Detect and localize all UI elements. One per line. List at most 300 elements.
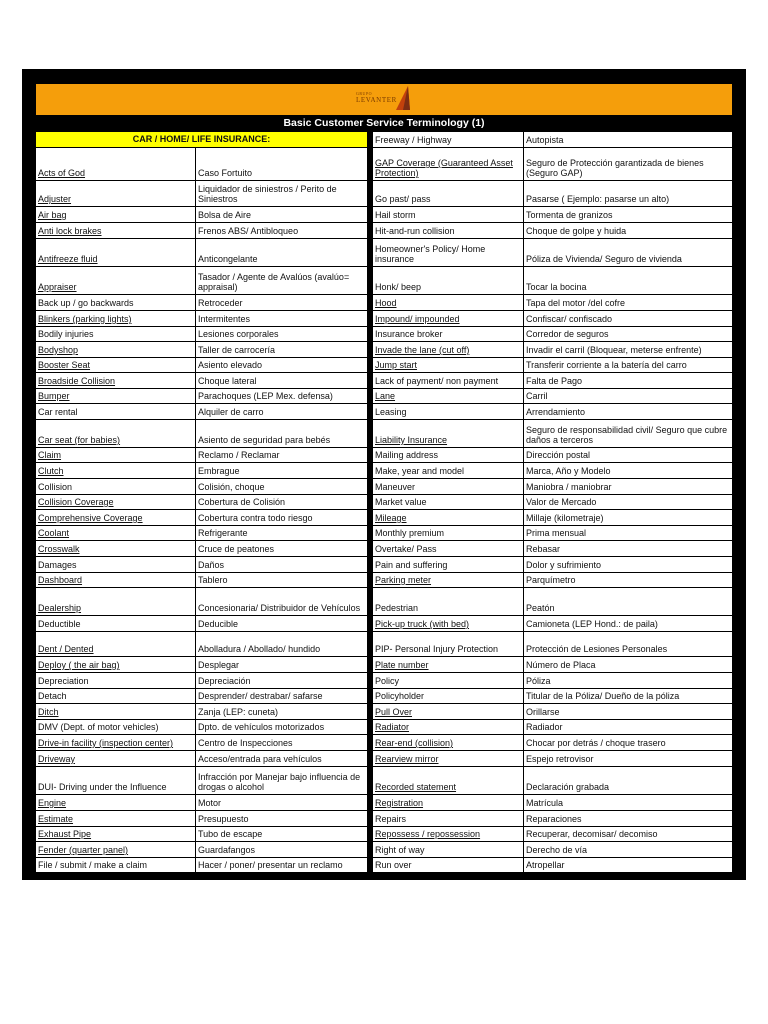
term-spanish: Prima mensual	[526, 528, 587, 538]
table-row	[36, 420, 367, 448]
term-spanish: Centro de Inspecciones	[198, 738, 293, 748]
term-english-text: Ditch	[38, 707, 59, 717]
term-english-text: Hail storm	[375, 210, 416, 220]
table-row	[373, 495, 732, 510]
table-row	[373, 358, 732, 373]
term-english	[373, 573, 524, 587]
term-english-text: Plate number	[375, 660, 429, 670]
term-english	[36, 541, 196, 556]
table-row	[36, 827, 367, 842]
term-spanish: Declaración grabada	[526, 782, 610, 792]
term-english-text: Overtake/ Pass	[375, 544, 437, 554]
table-row	[373, 720, 732, 735]
term-spanish: Maniobra / maniobrar	[526, 482, 612, 492]
term-spanish: Rebasar	[526, 544, 561, 554]
table-row	[36, 720, 367, 735]
term-english-text: Deductible	[38, 619, 81, 629]
term-english	[36, 657, 196, 672]
term-english	[373, 827, 524, 841]
term-english	[373, 181, 524, 206]
term-english	[36, 327, 196, 341]
term-spanish: Pasarse ( Ejemplo: pasarse un alto)	[526, 194, 670, 204]
table-row	[36, 632, 367, 657]
table-row	[373, 811, 732, 827]
table-row	[36, 239, 367, 267]
term-english	[373, 311, 524, 326]
term-english	[36, 767, 196, 794]
term-english	[373, 295, 524, 310]
table-row	[36, 148, 367, 181]
term-english	[36, 267, 196, 294]
table-row	[373, 588, 732, 616]
term-spanish: Falta de Pago	[526, 376, 583, 386]
term-english-text: Air bag	[38, 210, 67, 220]
term-english-text: Hood	[375, 298, 397, 308]
table-row	[36, 448, 367, 463]
term-spanish: Liquidador de siniestros / Perito de Siniestros	[198, 184, 337, 204]
term-spanish: Camioneta (LEP Hond.: de paila)	[526, 619, 658, 629]
term-spanish: Seguro de responsabilidad civil/ Seguro que cubre daños a terceros	[526, 425, 728, 445]
term-english-text: Collision Coverage	[38, 497, 114, 507]
term-spanish: Refrigerante	[198, 528, 248, 538]
table-row	[36, 704, 367, 720]
term-english-text: Invade the lane (cut off)	[375, 345, 470, 355]
term-english	[373, 463, 524, 478]
term-english-text: Lack of payment/ non payment	[375, 376, 499, 386]
term-english-text: Estimate	[38, 814, 74, 824]
term-english-text: Damages	[38, 560, 77, 570]
table-row	[36, 767, 367, 795]
term-spanish: Titular de la Póliza/ Dueño de la póliza	[526, 691, 680, 701]
term-spanish: Hacer / poner/ presentar un reclamo	[198, 860, 343, 870]
term-english-text: Run over	[375, 860, 412, 870]
term-english	[36, 588, 196, 615]
term-spanish: Recuperar, decomisar/ decomiso	[526, 829, 658, 839]
table-row	[36, 751, 367, 767]
table-row	[373, 657, 732, 673]
table-row	[373, 751, 732, 767]
table-row	[373, 526, 732, 541]
term-english	[373, 858, 524, 872]
term-english	[36, 207, 196, 222]
table-row	[373, 295, 732, 311]
term-english-text: Adjuster	[38, 194, 72, 204]
term-english-text: Appraiser	[38, 282, 77, 292]
term-english-text: File / submit / make a claim	[38, 860, 148, 870]
term-english-text: Dent / Dented	[38, 644, 94, 654]
table-row	[36, 573, 367, 588]
term-spanish: Corredor de seguros	[526, 329, 609, 339]
term-english	[373, 811, 524, 826]
term-english-text: Back up / go backwards	[38, 298, 134, 308]
term-english-text: Pedestrian	[375, 603, 419, 613]
term-spanish: Seguro de Protección garantizada de bienes (Seguro GAP)	[526, 158, 704, 178]
term-english	[36, 858, 196, 872]
term-english-text: Make, year and model	[375, 466, 465, 476]
term-english	[36, 373, 196, 388]
left-terms-table	[36, 148, 367, 873]
term-english	[373, 389, 524, 403]
right-terms-table	[373, 132, 732, 873]
term-spanish: Parachoques (LEP Mex. defensa)	[198, 391, 333, 401]
term-spanish: Cruce de peatones	[198, 544, 275, 554]
term-spanish: Parquímetro	[526, 575, 576, 585]
term-english-text: Pull Over	[375, 707, 413, 717]
term-english-text: Registration	[375, 798, 424, 808]
term-english	[36, 557, 196, 572]
term-english-text: Hit-and-run collision	[375, 226, 455, 236]
term-english	[373, 495, 524, 509]
table-row	[36, 811, 367, 827]
table-row	[373, 132, 732, 148]
term-english	[373, 588, 524, 615]
term-spanish: Dpto. de vehículos motorizados	[198, 722, 325, 732]
term-english-text: Car rental	[38, 407, 78, 417]
term-english	[36, 495, 196, 509]
term-spanish: Valor de Mercado	[526, 497, 597, 507]
table-row	[373, 541, 732, 557]
sail-icon	[394, 85, 412, 112]
table-row	[36, 795, 367, 811]
table-row	[36, 495, 367, 510]
term-english	[373, 207, 524, 222]
term-spanish: Anticongelante	[198, 254, 258, 264]
term-english-text: PIP- Personal Injury Protection	[375, 644, 499, 654]
term-english-text: Dashboard	[38, 575, 83, 585]
term-english-text: Homeowner's Policy/ Home insurance	[375, 244, 486, 264]
term-english	[36, 148, 196, 180]
term-english-text: Collision	[38, 482, 73, 492]
term-english-text: Bumper	[38, 391, 70, 401]
term-english	[36, 510, 196, 525]
term-english-text: Go past/ pass	[375, 194, 431, 204]
term-english	[36, 404, 196, 419]
term-spanish: Bolsa de Aire	[198, 210, 252, 220]
term-english	[36, 704, 196, 719]
table-row	[373, 632, 732, 657]
term-spanish: Presupuesto	[198, 814, 249, 824]
term-english	[36, 842, 196, 857]
table-row	[36, 858, 367, 873]
levanter-logo	[356, 85, 416, 114]
table-row	[36, 557, 367, 573]
table-row	[36, 479, 367, 495]
table-row	[373, 389, 732, 404]
term-english	[36, 389, 196, 403]
term-english-text: Honk/ beep	[375, 282, 422, 292]
term-english	[36, 673, 196, 688]
term-english	[36, 223, 196, 238]
table-row	[373, 735, 732, 751]
term-english-text: Drive-in facility (inspection center)	[38, 738, 174, 748]
table-row	[373, 327, 732, 342]
term-spanish: Reclamo / Reclamar	[198, 450, 280, 460]
term-english	[36, 181, 196, 206]
table-row	[36, 526, 367, 541]
term-english	[373, 223, 524, 238]
term-spanish: Carril	[526, 391, 548, 401]
term-english	[36, 311, 196, 326]
table-row	[36, 342, 367, 358]
table-row	[36, 223, 367, 239]
term-english-text: Engine	[38, 798, 67, 808]
term-english-text: Claim	[38, 450, 62, 460]
table-row	[36, 404, 367, 420]
term-english	[373, 510, 524, 525]
term-spanish: Concesionaria/ Distribuidor de Vehículos	[198, 603, 361, 613]
table-row	[36, 389, 367, 404]
term-english-text: Bodyshop	[38, 345, 79, 355]
term-english-text: Rear-end (collision)	[375, 738, 454, 748]
term-english-text: Liability Insurance	[375, 435, 448, 445]
table-row	[373, 404, 732, 420]
term-english-text: Market value	[375, 497, 427, 507]
term-english-text: Right of way	[375, 845, 425, 855]
term-spanish: Invadir el carril (Bloquear, meterse enfrente)	[526, 345, 702, 355]
term-spanish: Retroceder	[198, 298, 243, 308]
table-row	[373, 704, 732, 720]
term-english	[373, 342, 524, 357]
table-row	[373, 573, 732, 588]
term-english-text: Fender (quarter panel)	[38, 845, 129, 855]
term-english	[373, 842, 524, 857]
term-english-text: Freeway / Highway	[375, 135, 452, 145]
term-english-text: Mileage	[375, 513, 407, 523]
term-english	[373, 479, 524, 494]
term-english	[373, 767, 524, 794]
term-spanish: Radiador	[526, 722, 563, 732]
document-sheet	[22, 69, 746, 880]
term-english	[36, 295, 196, 310]
table-row	[373, 448, 732, 463]
term-spanish: Acceso/entrada para vehículos	[198, 754, 322, 764]
table-row	[373, 616, 732, 632]
table-row	[373, 767, 732, 795]
term-english-text: Impound/ impounded	[375, 314, 460, 324]
term-english	[373, 404, 524, 419]
term-english-text: Lane	[375, 391, 396, 401]
table-row	[36, 463, 367, 479]
term-spanish: Abolladura / Abollado/ hundido	[198, 644, 321, 654]
term-spanish: Póliza de Vivienda/ Seguro de vivienda	[526, 254, 682, 264]
term-spanish: Matrícula	[526, 798, 564, 808]
section-title: CAR / HOME/ LIFE INSURANCE:	[36, 132, 367, 148]
term-english-text: Mailing address	[375, 450, 439, 460]
term-spanish: Transferir corriente a la batería del carro	[526, 360, 687, 370]
term-english-text: Antifreeze fluid	[38, 254, 98, 264]
term-spanish: Tormenta de granizos	[526, 210, 613, 220]
table-row	[373, 181, 732, 207]
term-english	[36, 616, 196, 631]
term-spanish: Desprender/ destrabar/ safarse	[198, 691, 323, 701]
term-spanish: Peatón	[526, 603, 555, 613]
table-row	[373, 373, 732, 389]
term-spanish: Asiento de seguridad para bebés	[198, 435, 331, 445]
term-english	[373, 673, 524, 688]
term-english	[36, 720, 196, 734]
table-row	[36, 673, 367, 689]
document-title: Basic Customer Service Terminology (1)	[283, 117, 485, 129]
term-english-text: Policyholder	[375, 691, 425, 701]
term-english-text: Parking meter	[375, 575, 432, 585]
term-english	[36, 342, 196, 357]
table-row	[373, 223, 732, 239]
term-spanish: Zanja (LEP: cuneta)	[198, 707, 279, 717]
term-english	[36, 827, 196, 841]
term-english	[373, 541, 524, 556]
term-english-text: Dealership	[38, 603, 82, 613]
table-row	[373, 842, 732, 858]
term-spanish: Depreciación	[198, 676, 251, 686]
term-english-text: Exhaust Pipe	[38, 829, 92, 839]
term-english	[36, 811, 196, 826]
term-spanish: Motor	[198, 798, 222, 808]
term-english	[373, 704, 524, 719]
term-english	[373, 148, 524, 180]
term-english	[373, 373, 524, 388]
term-english-text: Acts of God	[38, 168, 86, 178]
term-spanish: Desplegar	[198, 660, 240, 670]
term-english-text: Repairs	[375, 814, 407, 824]
term-english	[373, 751, 524, 766]
term-spanish: Choque lateral	[198, 376, 257, 386]
table-row	[36, 207, 367, 223]
term-english-text: GAP Coverage (Guaranteed Asset Protection)	[375, 158, 513, 178]
term-spanish: Tapa del motor /del cofre	[526, 298, 626, 308]
table-row	[373, 510, 732, 526]
term-english	[36, 479, 196, 494]
term-english	[36, 463, 196, 478]
term-spanish: Protección de Lesiones Personales	[526, 644, 668, 654]
logo-big-text: LEVANTER	[356, 96, 397, 104]
table-row	[36, 327, 367, 342]
term-english	[36, 448, 196, 462]
term-spanish: Colisión, choque	[198, 482, 265, 492]
term-english-text: Pain and suffering	[375, 560, 448, 570]
term-english	[36, 751, 196, 766]
term-english	[36, 632, 196, 656]
table-row	[36, 689, 367, 704]
term-spanish: Tubo de escape	[198, 829, 263, 839]
term-spanish: Deducible	[198, 619, 239, 629]
term-english	[36, 795, 196, 810]
term-english-text: Insurance broker	[375, 329, 443, 339]
term-spanish: Tablero	[198, 575, 228, 585]
right-terms-column	[373, 132, 732, 873]
term-spanish: Dirección postal	[526, 450, 591, 460]
table-row	[373, 420, 732, 448]
term-spanish: Asiento elevado	[198, 360, 263, 370]
term-english	[373, 657, 524, 672]
term-english-text: Policy	[375, 676, 400, 686]
table-row	[36, 842, 367, 858]
term-spanish: Frenos ABS/ Antibloqueo	[198, 226, 299, 236]
table-row	[373, 267, 732, 295]
table-row	[373, 673, 732, 689]
term-english	[36, 358, 196, 372]
table-row	[36, 657, 367, 673]
table-row	[373, 795, 732, 811]
logo-small-text: GRUPO	[356, 91, 373, 96]
term-english-text: Leasing	[375, 407, 407, 417]
term-spanish: Chocar por detrás / choque trasero	[526, 738, 666, 748]
term-spanish: Cobertura contra todo riesgo	[198, 513, 313, 523]
term-english-text: Detach	[38, 691, 67, 701]
term-english-text: Jump start	[375, 360, 418, 370]
table-row	[373, 239, 732, 267]
term-english	[36, 526, 196, 540]
table-row	[373, 148, 732, 181]
table-row	[36, 295, 367, 311]
term-english-text: Car seat (for babies)	[38, 435, 121, 445]
table-row	[36, 311, 367, 327]
table-row	[373, 479, 732, 495]
term-english	[373, 616, 524, 631]
term-spanish: Arrendamiento	[526, 407, 586, 417]
table-row	[36, 541, 367, 557]
term-english	[373, 557, 524, 572]
table-row	[373, 207, 732, 223]
table-row	[36, 616, 367, 632]
term-english-text: Driveway	[38, 754, 76, 764]
term-english	[373, 239, 524, 266]
term-spanish: Atropellar	[526, 860, 565, 870]
table-row	[36, 735, 367, 751]
table-row	[36, 373, 367, 389]
header-banner	[36, 84, 732, 115]
term-english-text: Coolant	[38, 528, 70, 538]
term-english-text: Repossess / repossession	[375, 829, 481, 839]
table-row	[373, 342, 732, 358]
term-spanish: Choque de golpe y huida	[526, 226, 627, 236]
term-english	[36, 420, 196, 447]
term-spanish: Alquiler de carro	[198, 407, 264, 417]
term-spanish: Confiscar/ confiscado	[526, 314, 613, 324]
term-english	[36, 239, 196, 266]
term-english	[373, 448, 524, 462]
term-english-text: Booster Seat	[38, 360, 91, 370]
table-row	[36, 267, 367, 295]
table-row	[373, 463, 732, 479]
term-english-text: Deploy ( the air bag)	[38, 660, 120, 670]
term-english-text: Blinkers (parking lights)	[38, 314, 132, 324]
term-english	[373, 632, 524, 656]
term-english	[373, 132, 524, 147]
table-row	[373, 557, 732, 573]
term-english	[373, 267, 524, 294]
term-english	[36, 689, 196, 703]
table-row	[373, 827, 732, 842]
term-spanish: Póliza	[526, 676, 551, 686]
term-spanish: Intermitentes	[198, 314, 251, 324]
term-spanish: Infracción por Manejar bajo influencia de drogas o alcohol	[198, 772, 361, 792]
term-english-text: Maneuver	[375, 482, 416, 492]
table-row	[373, 311, 732, 327]
term-spanish: Reparaciones	[526, 814, 582, 824]
term-spanish: Tocar la bocina	[526, 282, 587, 292]
term-spanish: Lesiones corporales	[198, 329, 279, 339]
table-row	[36, 181, 367, 207]
term-spanish: Derecho de vía	[526, 845, 588, 855]
term-english-text: Bodily injuries	[38, 329, 94, 339]
term-english	[373, 358, 524, 372]
term-spanish: Tasador / Agente de Avalúos (avalúo= appraisal)	[198, 272, 350, 292]
term-english	[373, 735, 524, 750]
table-row	[36, 588, 367, 616]
term-english-text: DMV (Dept. of motor vehicles)	[38, 722, 159, 732]
term-english	[373, 526, 524, 540]
term-spanish: Taller de carrocería	[198, 345, 276, 355]
